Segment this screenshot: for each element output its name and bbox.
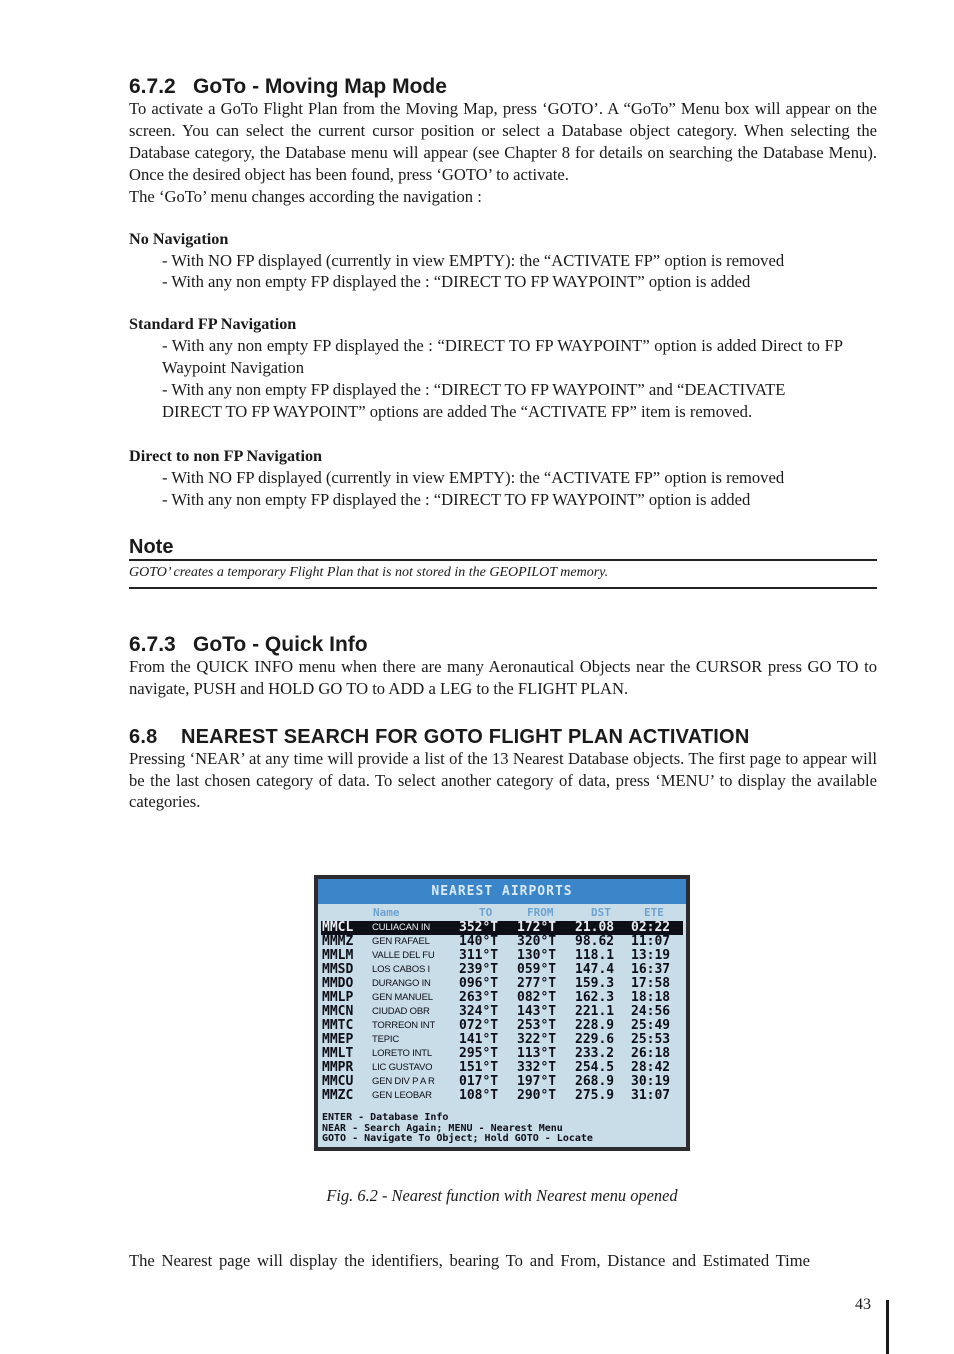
cell-dst: 98.62 <box>575 934 615 949</box>
header-dst: DST <box>591 906 611 919</box>
cell-from: 130°T <box>517 948 557 963</box>
cell-name: LORETO INTL <box>372 1048 432 1059</box>
paragraph: The ‘GoTo’ menu changes according the navigation : <box>129 186 482 206</box>
cell-from: 197°T <box>517 1074 557 1089</box>
table-row[interactable] <box>321 1005 683 1019</box>
cell-name: GEN RAFAEL <box>372 936 430 947</box>
table-row[interactable] <box>321 949 683 963</box>
header-ete: ETE <box>644 906 664 919</box>
page-edge-bar <box>886 1300 889 1354</box>
table-row[interactable] <box>321 963 683 977</box>
cell-dst: 275.9 <box>575 1088 615 1103</box>
help-text <box>322 1113 593 1145</box>
cell-dst: 159.3 <box>575 976 615 991</box>
table-row[interactable] <box>321 1033 683 1047</box>
cell-name: LOS CABOS I <box>372 964 430 975</box>
subheading-direct-to-non-fp-navigation: Direct to non FP Navigation <box>129 446 323 465</box>
list-item: - With NO FP displayed (currently in view EMPTY): the “ACTIVATE FP” option is removed <box>162 250 785 270</box>
table-row[interactable] <box>321 1047 683 1061</box>
document-page <box>129 70 877 813</box>
cell-to: 096°T <box>459 976 499 991</box>
paragraph: The Nearest page will display the identifiers, bearing To and From, Distance and Estimated Time <box>129 1251 811 1270</box>
cell-id: MMLM <box>322 948 354 963</box>
cell-ete: 25:49 <box>631 1018 671 1033</box>
cell-dst: 233.2 <box>575 1046 615 1061</box>
cell-id: MMZC <box>322 1088 354 1103</box>
paragraph: Pressing ‘NEAR’ at any time will provide a list of the 13 Nearest Database objects. The first page to appear will be the last chosen category of data. To select another category of data, press ‘MENU’ to display the available categories. <box>129 748 877 812</box>
cell-to: 324°T <box>459 1004 499 1019</box>
cell-id: MMLT <box>322 1046 354 1061</box>
cell-id: MMDO <box>322 976 354 991</box>
cell-to: 140°T <box>459 934 499 949</box>
cell-ete: 16:37 <box>631 962 671 977</box>
cell-ete: 30:19 <box>631 1074 671 1089</box>
cell-name: GEN LEOBAR <box>372 1090 432 1101</box>
cell-ete: 31:07 <box>631 1088 671 1103</box>
section-heading-68 <box>129 726 877 748</box>
cell-from: 082°T <box>517 990 557 1005</box>
cell-to: 239°T <box>459 962 499 977</box>
cell-dst: 229.6 <box>575 1032 615 1047</box>
note-text: GOTO’ creates a temporary Flight Plan that is not stored in the GEOPILOT memory. <box>129 561 877 589</box>
cell-to: 352°T <box>459 920 499 935</box>
cell-name: GEN DIV P A R <box>372 1076 435 1087</box>
cell-dst: 228.9 <box>575 1018 615 1033</box>
table-row[interactable] <box>321 935 683 949</box>
section-heading-673 <box>129 634 877 656</box>
table-row[interactable] <box>321 977 683 991</box>
cell-ete: 26:18 <box>631 1046 671 1061</box>
section-number: 6.8 <box>129 725 158 748</box>
paragraph: To activate a GoTo Flight Plan from the Moving Map, press ‘GOTO’. A “GoTo” Menu box will appear on the screen. You can select the current cursor position or select a Database object category. When selecting the Database category, the Database menu will appear (see Chapter 8 for details on searching the Database Menu). Once the desired object has been found, press ‘GOTO’ to activate. <box>129 99 877 184</box>
cell-name: DURANGO IN <box>372 978 431 989</box>
note-title: Note <box>129 535 877 561</box>
cell-from: 253°T <box>517 1018 557 1033</box>
paragraph: From the QUICK INFO menu when there are many Aeronautical Objects near the CURSOR press GO TO to navigate, PUSH and HOLD GO TO to ADD a LEG to the FLIGHT PLAN. <box>129 656 877 698</box>
cell-from: 290°T <box>517 1088 557 1103</box>
cell-id: MMPR <box>322 1060 354 1075</box>
list-item: - With any non empty FP displayed the : “DIRECT TO FP WAYPOINT” and “DEACTIVATE DIRECT TO FP WAYPOINT” options are added The “ACTIVATE FP” item is removed. <box>162 380 786 422</box>
cell-name: GEN MANUEL <box>372 992 433 1003</box>
device-screen <box>318 879 686 1147</box>
cell-name: VALLE DEL FU <box>372 950 435 961</box>
subheading-standard-fp-navigation: Standard FP Navigation <box>129 315 297 334</box>
cell-to: 295°T <box>459 1046 499 1061</box>
header-from: FROM <box>527 906 554 919</box>
cell-name: LIC GUSTAVO <box>372 1062 433 1073</box>
cell-name: CULIACAN IN <box>372 922 430 933</box>
cell-dst: 147.4 <box>575 962 615 977</box>
cell-dst: 221.1 <box>575 1004 615 1019</box>
cell-dst: 268.9 <box>575 1074 615 1089</box>
cell-ete: 24:56 <box>631 1004 671 1019</box>
table-row[interactable] <box>321 1061 683 1075</box>
screen-title: NEAREST AIRPORTS <box>318 879 686 904</box>
cell-to: 263°T <box>459 990 499 1005</box>
table-row[interactable] <box>321 1089 683 1103</box>
cell-from: 143°T <box>517 1004 557 1019</box>
cell-id: MMCU <box>322 1074 354 1089</box>
table-row[interactable] <box>321 1019 683 1033</box>
help-line: NEAR - Search Again; MENU - Nearest Menu <box>322 1122 563 1134</box>
cell-id: MMCL <box>322 920 354 935</box>
cell-id: MMLP <box>322 990 354 1005</box>
column-headers <box>318 906 686 919</box>
cell-dst: 21.08 <box>575 920 615 935</box>
cell-id: MMCN <box>322 1004 354 1019</box>
nearest-airports-screenshot <box>314 875 690 1151</box>
cell-ete: 02:22 <box>631 920 671 935</box>
cell-from: 322°T <box>517 1032 557 1047</box>
subheading-no-navigation: No Navigation <box>129 229 229 248</box>
cell-dst: 118.1 <box>575 948 615 963</box>
cell-to: 017°T <box>459 1074 499 1089</box>
header-to: TO <box>479 906 493 919</box>
cell-id: MMSD <box>322 962 354 977</box>
section-heading-672 <box>129 76 877 98</box>
cell-dst: 254.5 <box>575 1060 615 1075</box>
header-name: Name <box>373 906 400 919</box>
section-number: 6.7.3 <box>129 632 176 656</box>
cell-ete: 25:53 <box>631 1032 671 1047</box>
cell-from: 277°T <box>517 976 557 991</box>
cell-ete: 18:18 <box>631 990 671 1005</box>
cell-name: CIUDAD OBR <box>372 1006 430 1017</box>
help-line: ENTER - Database Info <box>322 1112 449 1123</box>
cell-name: TORREON INT <box>372 1020 436 1031</box>
cell-ete: 28:42 <box>631 1060 671 1075</box>
cell-to: 108°T <box>459 1088 499 1103</box>
cell-from: 320°T <box>517 934 557 949</box>
cell-id: MMTC <box>322 1018 354 1033</box>
cell-from: 059°T <box>517 962 557 977</box>
cell-dst: 162.3 <box>575 990 615 1005</box>
cell-to: 311°T <box>459 948 499 963</box>
cell-name: TEPIC <box>372 1034 399 1045</box>
list-item: - With any non empty FP displayed the : “DIRECT TO FP WAYPOINT” option is added Direct to FP Waypoint Navigation <box>162 336 843 378</box>
table-row[interactable] <box>321 921 683 935</box>
cell-ete: 11:07 <box>631 934 671 949</box>
cell-ete: 13:19 <box>631 948 671 963</box>
cell-from: 332°T <box>517 1060 557 1075</box>
cell-to: 151°T <box>459 1060 499 1075</box>
section-number: 6.7.2 <box>129 75 176 98</box>
list-item: - With any non empty FP displayed the : “DIRECT TO FP WAYPOINT” option is added <box>162 272 751 292</box>
cell-to: 141°T <box>459 1032 499 1047</box>
cell-from: 113°T <box>517 1046 557 1061</box>
section-title: GoTo - Quick Info <box>193 632 368 656</box>
cell-to: 072°T <box>459 1018 499 1033</box>
table-row[interactable] <box>321 991 683 1005</box>
cell-from: 172°T <box>517 920 557 935</box>
cell-ete: 17:58 <box>631 976 671 991</box>
cell-id: MMEP <box>322 1032 354 1047</box>
page-number: 43 <box>855 1296 871 1313</box>
section-title: NEAREST SEARCH FOR GOTO FLIGHT PLAN ACTIVATION <box>181 725 750 748</box>
table-row[interactable] <box>321 1075 683 1089</box>
list-item: - With NO FP displayed (currently in view EMPTY): the “ACTIVATE FP” option is removed <box>162 467 785 487</box>
list-item: - With any non empty FP displayed the : “DIRECT TO FP WAYPOINT” option is added <box>162 489 751 509</box>
cell-id: MMMZ <box>322 934 354 949</box>
figure-caption: Fig. 6.2 - Nearest function with Nearest menu opened <box>326 1186 678 1205</box>
section-title: GoTo - Moving Map Mode <box>193 75 447 98</box>
help-line: GOTO - Navigate To Object; Hold GOTO - Locate <box>322 1133 593 1144</box>
